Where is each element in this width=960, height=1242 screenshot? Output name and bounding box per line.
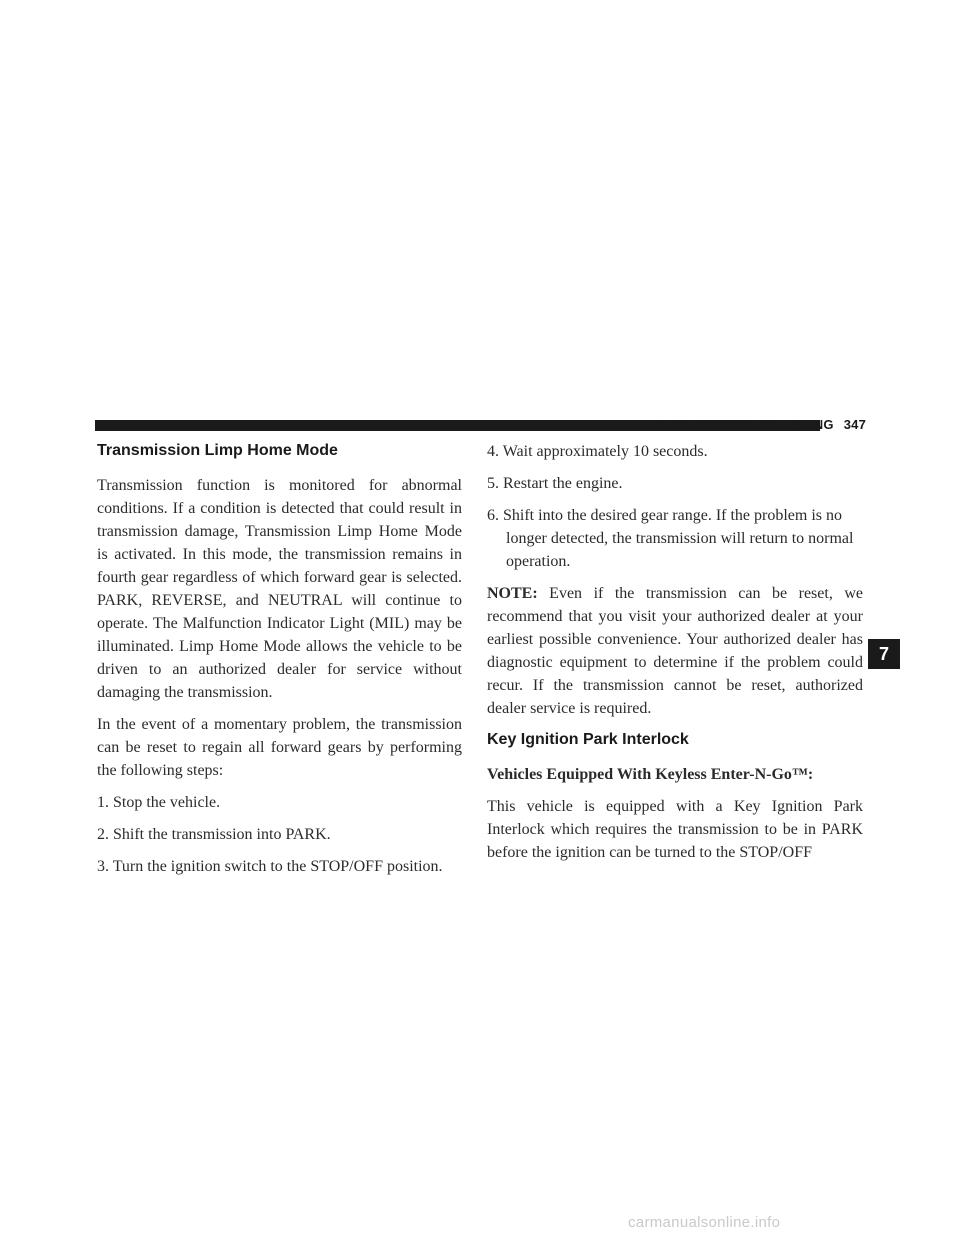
watermark: carmanualsonline.info xyxy=(628,1214,781,1231)
right-column xyxy=(487,440,863,873)
step-5: 5. Restart the engine. xyxy=(487,475,623,492)
step-4: 4. Wait approximately 10 seconds. xyxy=(487,443,708,460)
step-1: 1. Stop the vehicle. xyxy=(97,794,221,811)
running-header xyxy=(653,417,866,432)
note-paragraph xyxy=(487,582,863,720)
chapter-tab: 7 xyxy=(868,639,900,669)
heading-limp-home-mode: Transmission Limp Home Mode xyxy=(97,442,338,459)
note-label: NOTE: xyxy=(487,585,538,602)
step-6: 6. Shift into the desired gear range. If the problem is no longer detected, the transmission will return to normal operation. xyxy=(487,507,854,570)
step-3: 3. Turn the ignition switch to the STOP/OFF position. xyxy=(97,858,443,875)
paragraph-reset-intro: In the event of a momentary problem, the transmission can be reset to regain all forward gears by performing the following steps: xyxy=(97,716,462,779)
paragraph-park-interlock: This vehicle is equipped with a Key Ignition Park Interlock which requires the transmission to be in PARK before the ignition can be turned to the STOP/OFF xyxy=(487,798,863,861)
step-2: 2. Shift the transmission into PARK. xyxy=(97,826,331,843)
left-column xyxy=(97,440,462,887)
paragraph-limp-home-description: Transmission function is monitored for abnormal conditions. If a condition is detected that could result in transmission damage, Transmission Limp Home Mode is activated. In this mode, the transmission remains in fourth gear regardless of which forward gear is selected. PARK, REVERSE, and NEUTRAL will continue to operate. The Malfunction Indicator Light (MIL) may be illuminated. Limp Home Mode allows the vehicle to be driven to an authorized dealer for service without damaging the transmission. xyxy=(97,477,462,701)
note-text: Even if the transmission can be reset, we recommend that you visit your authorized dealer at your earliest possible convenience. Your authorized dealer has diagnostic equipment to determine if the problem could recur. If the transmission cannot be reset, authorized dealer service is required. xyxy=(487,585,863,717)
section-title: STARTING AND OPERATING xyxy=(652,417,834,432)
heading-key-ignition-park-interlock: Key Ignition Park Interlock xyxy=(487,731,689,748)
page-number: 347 xyxy=(843,417,866,432)
subheading-keyless-enter-n-go: Vehicles Equipped With Keyless Enter-N-Go™: xyxy=(487,766,814,783)
